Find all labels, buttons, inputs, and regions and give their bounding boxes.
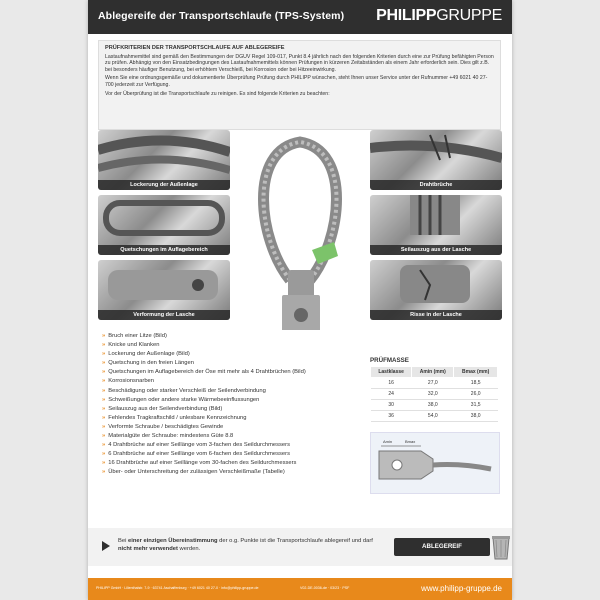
list-item: » Quetschung in den freien Längen: [102, 359, 362, 368]
photo-lockerung: [98, 130, 230, 190]
table-cell: 32,0: [412, 389, 454, 400]
lug-dimension-diagram: [371, 433, 499, 493]
intro-paragraph-2: Wenn Sie eine ordnungsgemäße und dokumentierte Überprüfung Prüfung durch PHILIPP wünschen, steht Ihnen unser Service unter der Rufnummer +49 6021 40 27-700 jederzeit zur Verfügung.: [105, 75, 488, 88]
table-cell: 54,0: [412, 411, 454, 422]
photo-seilauszug: [370, 195, 502, 255]
table-cell: 36: [371, 411, 412, 422]
criteria-list: [102, 332, 362, 478]
arrow-right-icon: [100, 540, 112, 552]
notice-mid: der o.g. Punkte ist die Transportschlaufe ablegereif und darf: [217, 538, 373, 544]
photo-caption: Verformung der Lasche: [98, 310, 230, 320]
photo-caption: Seilauszug aus der Lasche: [370, 245, 502, 255]
table-row: [371, 400, 498, 411]
table-row: [371, 378, 498, 389]
notice-bold-2: nicht mehr verwendet: [118, 546, 178, 552]
table-cell: 30: [371, 400, 412, 411]
photo-caption: Risse in der Lasche: [370, 310, 502, 320]
intro-paragraph-3: Vor der Überprüfung ist die Transportschlaufe zu reinigen. Es sind folgende Kriterien zu beachten:: [105, 90, 330, 97]
footer-code: V02-DE-0036-de · 03/23 · PSF: [300, 586, 350, 590]
photo-verformung: [98, 260, 230, 320]
footer-website: www.philipp-gruppe.de: [421, 584, 502, 593]
table-row: [371, 389, 498, 400]
dimension-drawing: [370, 432, 500, 494]
table-cell: 31,5: [454, 400, 498, 411]
footer-bar: [88, 578, 512, 600]
photo-caption: Lockerung der Außenlage: [98, 180, 230, 190]
photo-caption: Quetschungen im Auflagebereich: [98, 245, 230, 255]
table-header: Amin (mm): [412, 367, 454, 378]
table-cell: 27,0: [412, 378, 454, 389]
table-cell: 24: [371, 389, 412, 400]
company-logo: [376, 7, 502, 25]
notice-bold-1: einer einzigen Übereinstimmung: [128, 538, 218, 544]
intro-heading: PRÜFKRITERIEN DER TRANSPORTSCHLAUFE AUF ABLEGEREIFE: [105, 45, 285, 51]
pruefmasse-title: PRÜFMASSE: [370, 357, 409, 364]
table-cell: 38,0: [412, 400, 454, 411]
logo-sub: GRUPPE: [436, 7, 502, 24]
ablegereif-label: ABLEGEREIF: [394, 538, 490, 556]
list-item: » 4 Drahtbrüche auf einer Seillänge vom 3-fachen des Seildurchmessers: [102, 441, 362, 450]
table-cell: 16: [371, 378, 412, 389]
label-a: Amin: [383, 439, 393, 444]
list-item: » Fehlendes Tragkraftschild / unlesbare Kennzeichnung: [102, 414, 362, 423]
table-header: Lastklasse: [371, 367, 412, 378]
photo-caption: Drahtbrüche: [370, 180, 502, 190]
photo-quetschungen: [98, 195, 230, 255]
list-item: » 6 Drahtbrüche auf einer Seillänge vom 6-fachen des Seildurchmessers: [102, 450, 362, 459]
page-title: Ablegereife der Transportschlaufe (TPS-System): [98, 10, 345, 22]
list-item: » Schweißungen oder andere starke Wärmebeeinflussungen: [102, 396, 362, 405]
list-item: » Korrosionsnarben: [102, 377, 362, 386]
photo-risse: [370, 260, 502, 320]
list-item: » Bruch einer Litze (Bild): [102, 332, 362, 341]
pruefmasse-table: [370, 366, 498, 422]
list-item: » 16 Drahtbrüche auf einer Seillänge vom 30-fachen des Seildurchmessers: [102, 459, 362, 468]
transport-loop-image: [238, 130, 362, 330]
header-bar: [88, 0, 512, 34]
list-item: » Lockerung der Außenlage (Bild): [102, 350, 362, 359]
list-item: » Über- oder Unterschreitung der zulässigen Verschleißmaße (Tabelle): [102, 468, 362, 477]
list-item: » Beschädigung oder starker Verschleiß der Seilendverbindung: [102, 387, 362, 396]
list-item: » Materialgüte der Schraube: mindestens Güte 8.8: [102, 432, 362, 441]
notice-text: [118, 537, 388, 553]
footer-company: PHILIPP GmbH · Lilienthalstr. 7-9 · 63741 Aschaffenburg · +49 6021 40 27-0 · info@philipp-gruppe.de: [96, 586, 259, 590]
trash-bin-icon: [490, 534, 512, 560]
table-cell: 26,0: [454, 389, 498, 400]
table-cell: 18,5: [454, 378, 498, 389]
document-page: [88, 0, 512, 600]
logo-main: PHILIPP: [376, 7, 437, 24]
table-header: Bmax (mm): [454, 367, 498, 378]
list-item: » Quetschungen im Auflagebereich der Öse mit mehr als 4 Drahtbrüchen (Bild): [102, 368, 362, 377]
list-item: » Seilauszug aus der Seilendverbindung (Bild): [102, 405, 362, 414]
notice-post: werden.: [177, 546, 201, 552]
table-row: [371, 411, 498, 422]
intro-box: [98, 40, 501, 130]
list-item: » Knicke und Klanken: [102, 341, 362, 350]
notice-pre: Bei: [118, 538, 128, 544]
intro-paragraph-1: Lastaufnahmemittel sind gemäß den Bestimmungen der DGUV Regel 109-017, Punkt 8.4 jährlich nach den folgenden Kriterien durch eine zur Prüfung befähigten Person zu prüfen. Abhängig von den Einsatzbedingungen des Lastaufnahmemittels können Prüfungen in kürzeren Zeitabständen als einem Jahr erforderlich sein. Dies gilt z.B. bei besonders häufiger Benutzung, bei erhöhtem Verschleiß, bei Korrosion oder bei Hitzeeinwirkung.: [105, 53, 494, 73]
ablegereif-notice: [88, 528, 512, 566]
photo-drahtbrueche: [370, 130, 502, 190]
table-cell: 38,0: [454, 411, 498, 422]
list-item: » Verformte Schraube / beschädigtes Gewinde: [102, 423, 362, 432]
label-b: Bmax: [405, 439, 416, 444]
